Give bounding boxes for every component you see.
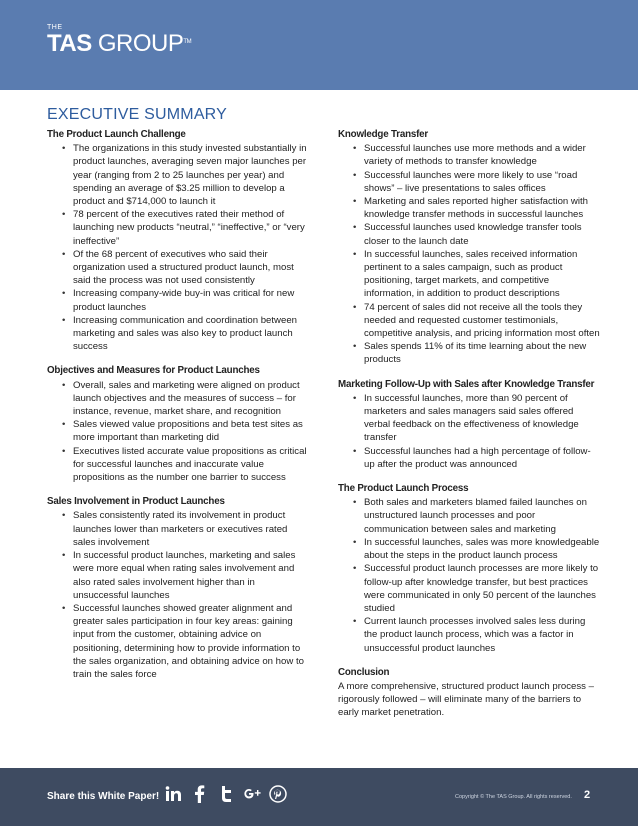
bullet-list: [47, 509, 312, 681]
facebook-icon[interactable]: [189, 783, 210, 804]
list-item: • In successful launches, sales received information pertinent to a sales campaign, such as product positioning, target markets, and competitive information, in addition to product descriptions: [364, 248, 600, 301]
list-item: • In successful launches, more than 90 percent of marketers and sales managers said sales offered verbal feedback on the effectiveness of knowledge transfer: [364, 392, 600, 445]
copyright-text: Copyright © The TAS Group. All rights reserved.: [455, 794, 572, 800]
section-heading: Knowledge Transfer: [338, 129, 429, 140]
list-item: • Successful launches had a high percentage of follow-up after the product was announced: [364, 445, 600, 471]
share-label: Share this White Paper!: [47, 791, 160, 802]
list-item: • In successful product launches, marketing and sales were more equal when rating sales involvement and also rated sales involvement higher than in unsuccessful launches: [73, 549, 312, 602]
bullet-list: [338, 142, 600, 366]
section-heading: The Product Launch Process: [338, 483, 469, 495]
bullet-list: [47, 379, 312, 485]
list-item: • Sales consistently rated its involvement in product launches lower than marketers or executives rated sales involvement: [73, 509, 312, 549]
list-item: • Increasing company-wide buy-in was critical for new product launches: [73, 287, 312, 313]
section-heading: Sales Involvement in Product Launches: [47, 496, 225, 508]
header-band: [0, 0, 638, 90]
twitter-icon[interactable]: [215, 783, 236, 804]
list-item: • Both sales and marketers blamed failed launches on unstructured launch processes and poor communication between sales and marketing: [364, 496, 600, 536]
list-item: • Successful launches use more methods and a wider variety of methods to transfer knowledge: [364, 142, 600, 168]
bullet-list: [338, 496, 600, 654]
list-item: • Current launch processes involved sales less during the product launch process, which was a factor in unsuccessful product launches: [364, 615, 600, 655]
list-item: • The organizations in this study invested substantially in product launches, averaging seven major launches per year (ranging from 2 to 25 launches per year) and spending an average of $3.25 million to develop a product and $714,000 to launch it: [73, 142, 312, 208]
list-item: • 74 percent of sales did not receive all the tools they needed and requested customer testimonials, competitive analysis, and pricing information most often: [364, 301, 600, 341]
section-heading: Objectives and Measures for Product Launches: [47, 365, 260, 377]
list-item: • Marketing and sales reported higher satisfaction with knowledge transfer methods in successful launches: [364, 195, 600, 221]
list-item: • In successful launches, sales was more knowledgeable about the steps in the product launch process: [364, 536, 600, 562]
logo-wordmark: TAS GROUP™: [47, 30, 192, 57]
list-item: • Overall, sales and marketing were aligned on product launch objectives and the measures of success – for instance, revenue, market share, and recognition: [73, 379, 312, 419]
bullet-list: [338, 392, 600, 471]
list-item: • Of the 68 percent of executives who said their organization used a structured product launch, most said the process was not used consistently: [73, 248, 312, 288]
tas-group-logo: [47, 24, 191, 56]
page-title: EXECUTIVE SUMMARY: [47, 106, 228, 123]
page-number: 2: [584, 789, 591, 801]
section-heading: The Product Launch Challenge: [47, 129, 186, 140]
footer-band: [0, 768, 638, 826]
list-item: • Executives listed accurate value propositions as critical for successful launches and inaccurate value propositions as the number one barrier to success: [73, 445, 312, 485]
logo-the: THE: [47, 24, 63, 31]
list-item: • Successful launches were more likely to use “road shows” – live presentations to sales offices: [364, 169, 600, 195]
conclusion-text: A more comprehensive, structured product launch process – rigorously followed – will eliminate many of the barriers to early market penetration.: [338, 680, 594, 719]
list-item: • Sales viewed value propositions and beta test sites as more important than marketing did: [73, 418, 312, 444]
bullet-list: [47, 142, 312, 353]
list-item: • Sales spends 11% of its time learning about the new products: [364, 340, 600, 366]
section-heading: Conclusion: [338, 666, 390, 678]
list-item: • Successful launches showed greater alignment and greater sales participation in four key areas: gaining input from the customer, obtaining advice on positioning, determining how to provide information to the sales organization, and obtaining advice on how to train the sales force: [73, 602, 312, 681]
left-column: [47, 128, 312, 692]
pinterest-icon[interactable]: [267, 783, 288, 804]
list-item: • Successful product launch processes are more likely to follow-up after knowledge transfer, but best practices were communicated in only 50 percent of the launches studied: [364, 562, 600, 615]
list-item: • Successful launches used knowledge transfer tools closer to the launch date: [364, 221, 600, 247]
list-item: • 78 percent of the executives rated their method of launching new products “neutral,” “ineffective,” or “very ineffective”: [73, 208, 312, 248]
list-item: • Increasing communication and coordination between marketing and sales was also key to product launch success: [73, 314, 312, 354]
social-links: [163, 783, 288, 804]
right-column: [338, 128, 600, 720]
section-heading: Marketing Follow-Up with Sales after Knowledge Transfer: [338, 378, 595, 390]
linkedin-icon[interactable]: [163, 783, 184, 804]
google-plus-icon[interactable]: [241, 783, 262, 804]
